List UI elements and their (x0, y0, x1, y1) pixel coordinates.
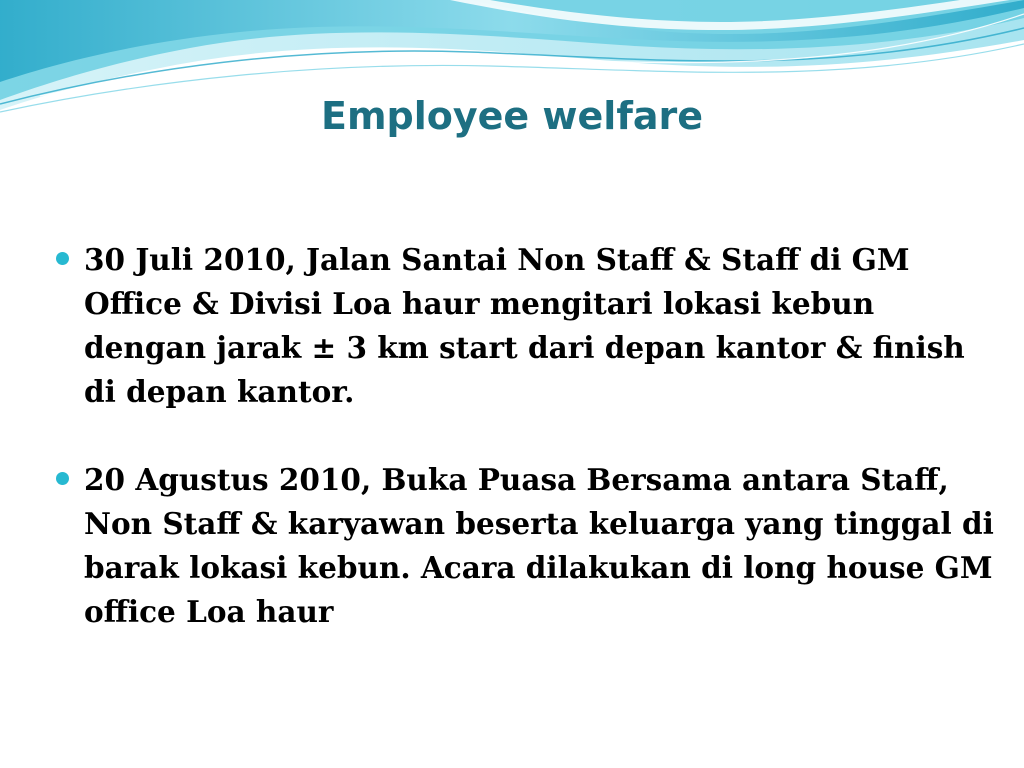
slide-title: Employee welfare (320, 94, 704, 138)
bullet-text: 30 Juli 2010, Jalan Santai Non Staff & Staff di GM Office & Divisi Loa haur mengitari lokasi kebun dengan jarak ± 3 km start dari depan kantor & finish di depan kantor. (84, 242, 965, 409)
bullet-list (52, 238, 1002, 678)
list-item (52, 458, 1002, 634)
circle-bullet-icon (56, 472, 69, 485)
circle-bullet-icon (56, 252, 69, 265)
list-item (52, 238, 1002, 414)
bullet-text: 20 Agustus 2010, Buka Puasa Bersama antara Staff, Non Staff & karyawan beserta keluarga yang tinggal di barak lokasi kebun. Acara dilakukan di long house GM office Loa haur (84, 462, 994, 629)
